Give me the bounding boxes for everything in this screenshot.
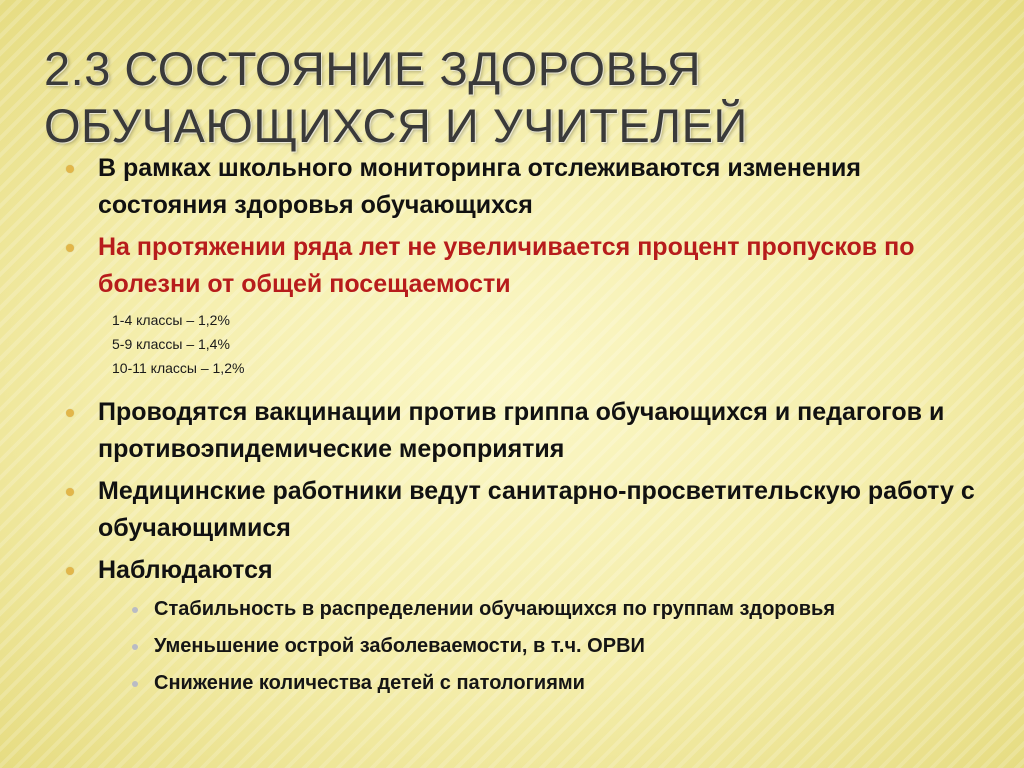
slide-title: 2.3 СОСТОЯНИЕ ЗДОРОВЬЯ ОБУЧАЮЩИХСЯ И УЧИТЕЛЕЙ bbox=[44, 42, 748, 152]
bullet-text: Медицинские работники ведут санитарно-просветительскую работу с обучающимися bbox=[98, 477, 975, 542]
bullet-dot-icon bbox=[66, 409, 74, 417]
bullet-dot-icon bbox=[66, 244, 74, 252]
absence-rates-list bbox=[112, 308, 996, 380]
bullet-text: Наблюдаются bbox=[98, 556, 273, 584]
sub-item-text: Снижение количества детей с патологиями bbox=[154, 672, 585, 694]
slide-content bbox=[66, 150, 996, 707]
sub-item-text: Уменьшение острой заболеваемости, в т.ч. ОРВИ bbox=[154, 635, 645, 657]
bullet-dot-icon bbox=[66, 165, 74, 173]
observed-sublist bbox=[132, 591, 996, 702]
absence-rate-grade-1-4: 1-4 классы – 1,2% bbox=[112, 312, 230, 328]
sub-item-text: Стабильность в распределении обучающихся по группам здоровья bbox=[154, 598, 835, 620]
sub-item-stability bbox=[132, 591, 996, 628]
sub-item-morbidity bbox=[132, 628, 996, 665]
bullet-text: В рамках школьного мониторинга отслеживаются изменения состояния здоровья обучающихся bbox=[98, 154, 861, 219]
bullet-item-medical-staff bbox=[66, 473, 996, 547]
sub-bullet-dot-icon bbox=[132, 607, 138, 613]
sub-bullet-dot-icon bbox=[132, 644, 138, 650]
bullet-text: Проводятся вакцинации против гриппа обучающихся и педагогов и противоэпидемические мероприятия bbox=[98, 398, 945, 463]
absence-rate-grade-10-11: 10-11 классы – 1,2% bbox=[112, 360, 245, 376]
bullet-text: На протяжении ряда лет не увеличивается процент пропусков по болезни от общей посещаемости bbox=[98, 233, 915, 298]
bullet-dot-icon bbox=[66, 567, 74, 575]
bullet-item-absences bbox=[66, 229, 996, 303]
bullet-dot-icon bbox=[66, 488, 74, 496]
absence-rate-grade-5-9: 5-9 классы – 1,4% bbox=[112, 336, 230, 352]
sub-item-pathologies bbox=[132, 665, 996, 702]
bullet-item-observed bbox=[66, 552, 996, 702]
bullet-item-vaccination bbox=[66, 394, 996, 468]
sub-bullet-dot-icon bbox=[132, 681, 138, 687]
bullet-item-monitoring bbox=[66, 150, 996, 224]
bullet-list-continued bbox=[66, 394, 996, 702]
bullet-list bbox=[66, 150, 996, 303]
